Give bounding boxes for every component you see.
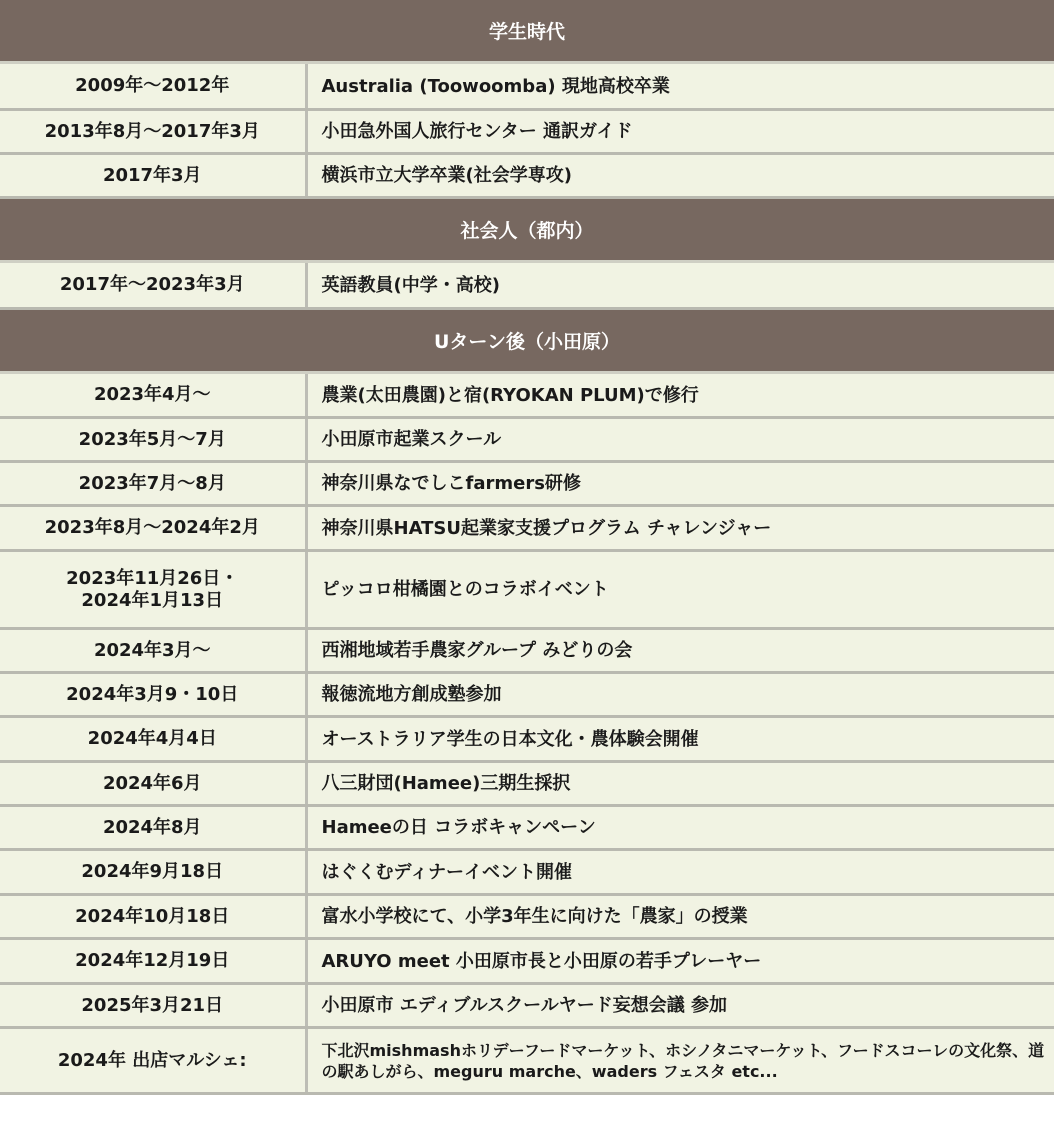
row-date: 2023年4月〜 xyxy=(0,373,306,418)
row-event: 農業(太田農園)と宿(RYOKAN PLUM)で修行 xyxy=(306,373,1054,418)
row-event: 横浜市立大学卒業(社会学専攻) xyxy=(306,154,1054,198)
row-date: 2023年11月26日・ 2024年1月13日 xyxy=(0,551,306,629)
timeline-row xyxy=(0,63,1054,110)
section-title: Uターン後（小田原） xyxy=(0,309,1054,373)
row-date: 2013年8月〜2017年3月 xyxy=(0,110,306,154)
row-date: 2024年12月19日 xyxy=(0,939,306,984)
section-header-working-tokyo xyxy=(0,198,1054,262)
timeline-row xyxy=(0,551,1054,629)
row-date: 2023年7月〜8月 xyxy=(0,462,306,506)
row-event: 小田原市起業スクール xyxy=(306,418,1054,462)
timeline-row xyxy=(0,262,1054,309)
timeline-row xyxy=(0,762,1054,806)
row-event: ピッコロ柑橘園とのコラボイベント xyxy=(306,551,1054,629)
row-event: 小田急外国人旅行センター 通訳ガイド xyxy=(306,110,1054,154)
row-event: オーストラリア学生の日本文化・農体験会開催 xyxy=(306,717,1054,762)
row-event: 報徳流地方創成塾参加 xyxy=(306,673,1054,717)
timeline-row xyxy=(0,984,1054,1028)
timeline-row xyxy=(0,806,1054,850)
row-event: Hameeの日 コラボキャンペーン xyxy=(306,806,1054,850)
section-header-student xyxy=(0,0,1054,63)
row-event: ARUYO meet 小田原市長と小田原の若手プレーヤー xyxy=(306,939,1054,984)
row-event: 西湘地域若手農家グループ みどりの会 xyxy=(306,629,1054,673)
timeline-row xyxy=(0,895,1054,939)
row-date: 2024年10月18日 xyxy=(0,895,306,939)
row-date: 2017年3月 xyxy=(0,154,306,198)
row-date: 2024年6月 xyxy=(0,762,306,806)
timeline-row xyxy=(0,939,1054,984)
section-title: 学生時代 xyxy=(0,0,1054,63)
timeline-row xyxy=(0,373,1054,418)
row-date: 2024年8月 xyxy=(0,806,306,850)
row-date: 2009年〜2012年 xyxy=(0,63,306,110)
timeline-row xyxy=(0,110,1054,154)
timeline-row xyxy=(0,673,1054,717)
row-event: 小田原市 エディブルスクールヤード妄想会議 参加 xyxy=(306,984,1054,1028)
timeline-row xyxy=(0,506,1054,551)
timeline-row xyxy=(0,154,1054,198)
timeline-row xyxy=(0,717,1054,762)
row-date: 2023年8月〜2024年2月 xyxy=(0,506,306,551)
row-event: 富水小学校にて、小学3年生に向けた「農家」の授業 xyxy=(306,895,1054,939)
row-date: 2017年〜2023年3月 xyxy=(0,262,306,309)
row-event: 下北沢mishmashホリデーフードマーケット、ホシノタニマーケット、フードスコーレの文化祭、道の駅あしがら、meguru marche、waders フェスタ etc... xyxy=(306,1028,1054,1094)
timeline-row xyxy=(0,1028,1054,1094)
timeline-row xyxy=(0,629,1054,673)
row-event: はぐくむディナーイベント開催 xyxy=(306,850,1054,895)
row-date: 2024年9月18日 xyxy=(0,850,306,895)
row-event: Australia (Toowoomba) 現地高校卒業 xyxy=(306,63,1054,110)
row-date: 2024年4月4日 xyxy=(0,717,306,762)
row-date: 2025年3月21日 xyxy=(0,984,306,1028)
row-date: 2023年5月〜7月 xyxy=(0,418,306,462)
row-event: 英語教員(中学・高校) xyxy=(306,262,1054,309)
row-event: 神奈川県HATSU起業家支援プログラム チャレンジャー xyxy=(306,506,1054,551)
section-header-u-turn-odawara xyxy=(0,309,1054,373)
row-date: 2024年3月9・10日 xyxy=(0,673,306,717)
row-date: 2024年 出店マルシェ: xyxy=(0,1028,306,1094)
timeline-row xyxy=(0,462,1054,506)
timeline-row xyxy=(0,418,1054,462)
row-event: 八三財団(Hamee)三期生採択 xyxy=(306,762,1054,806)
timeline-row xyxy=(0,850,1054,895)
row-event: 神奈川県なでしこfarmers研修 xyxy=(306,462,1054,506)
section-title: 社会人（都内） xyxy=(0,198,1054,262)
row-date: 2024年3月〜 xyxy=(0,629,306,673)
